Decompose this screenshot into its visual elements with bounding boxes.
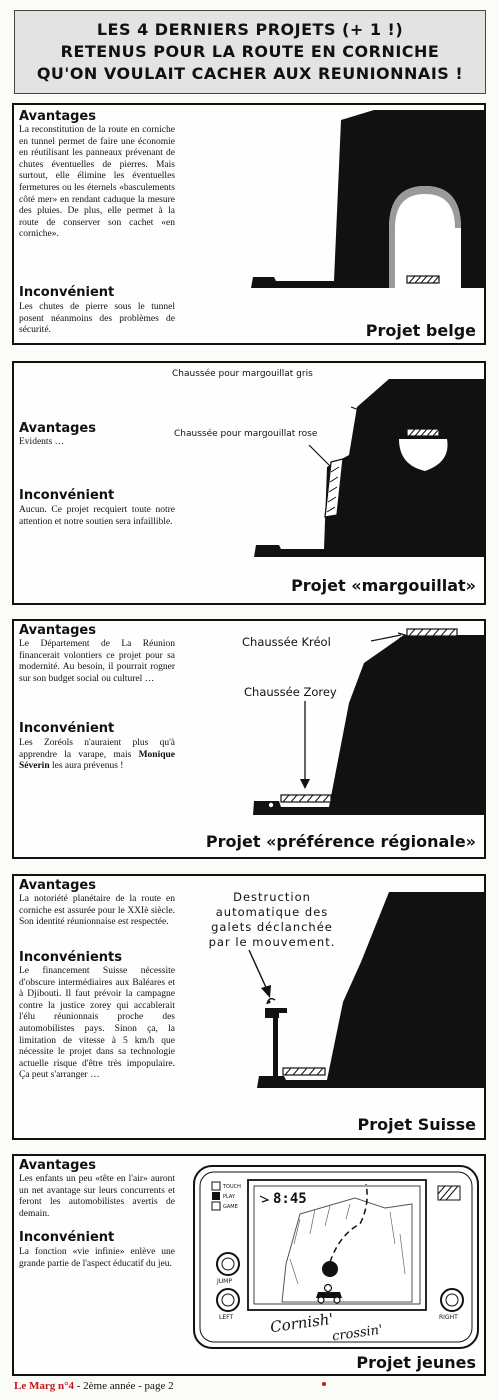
label-line-3: galets déclanchée xyxy=(211,920,333,934)
person-name: Monique Séverin xyxy=(19,749,176,772)
advantages-heading: Avantages xyxy=(19,623,96,638)
label-line-1: Destruction xyxy=(233,890,311,904)
project-title: Projet Suisse xyxy=(357,1115,476,1134)
drawback-text: Le financement Suisse nécessite d'obscure intermédiaires aux Baléares et à Djibouti. Il faut prévoir la campagne contre la justice zorey qui accablerait l'élu réunionnais proche des automobilistes pays. Sinon ça, la limitation de vitesse à 5 km/h que nécessite le projet dans sa technologie actuelle risque d'être très impopulaire. Ça peut s'arranger … xyxy=(19,966,175,1081)
panel-projet-margouillat xyxy=(12,361,486,605)
advantages-heading: Avantages xyxy=(19,1158,96,1173)
preference-illustration xyxy=(239,623,484,823)
footer-page-info: - 2ème année - page 2 xyxy=(74,1380,174,1392)
project-title: Projet jeunes xyxy=(356,1353,476,1372)
drawback-heading: Inconvénient xyxy=(19,488,115,503)
label-chaussee-kreol: Chaussée Kréol xyxy=(242,635,331,649)
left-button-label: LEFT xyxy=(219,1314,234,1321)
jump-button-label: JUMP xyxy=(217,1278,232,1285)
advantages-text: Evidents … xyxy=(19,437,65,447)
panel-projet-suisse xyxy=(12,874,486,1140)
game-mode-3: GAME xyxy=(223,1204,238,1210)
page-footer xyxy=(14,1380,174,1392)
drawback-text xyxy=(19,738,175,773)
right-button-label: RIGHT xyxy=(439,1314,458,1321)
label-margouillat-rose: Chaussée pour margouillat rose xyxy=(174,429,318,439)
drawback-text-b: les aura prévenus ! xyxy=(51,761,124,772)
page-header xyxy=(14,10,486,94)
panel-projet-preference-regionale xyxy=(12,619,486,859)
game-name-1: Cornish' xyxy=(269,1309,335,1337)
advantages-heading: Avantages xyxy=(19,421,96,436)
advantages-text: La notoriété planétaire de la route en corniche est assurée pour le XXIè siècle. Son identité réunionnaise est respectée. xyxy=(19,894,175,928)
advantages-text: La reconstitution de la route en corniche en tunnel permet de faire une économie en réutilisant les panneaux prévenant de chutes éventuelles de pierres. Mais surtout, elle élimine les éventuelles fermetures ou les éternels «basculements côté mer» en rendant caduque la mesure des pluies. De plus, elle permet à la route de conserver son cachet «en corniche». xyxy=(19,125,175,240)
drawback-text-a: Les Zoréols n'auraient plus qu'à apprendre la varape, mais xyxy=(19,738,175,760)
game-mode-2: PLAY xyxy=(223,1194,236,1200)
drawback-text: La fonction «vie infinie» enlève une grande partie de l'aspect éducatif du jeu. xyxy=(19,1247,175,1269)
drawback-heading: Inconvénient xyxy=(19,285,115,300)
game-name-2: crossin' xyxy=(331,1322,384,1345)
panel-projet-belge xyxy=(12,103,486,345)
footer-brand: Le Marg n°4 xyxy=(14,1380,75,1392)
label-line-4: par le mouvement. xyxy=(208,935,336,949)
handheld-game-illustration xyxy=(190,1164,482,1352)
drawback-heading: Inconvénients xyxy=(19,950,123,965)
header-line-2: RETENUS POUR LA ROUTE EN CORNICHE xyxy=(60,42,440,61)
drawback-text: Les chutes de pierre sous le tunnel posent néanmoins des problèmes de sécurité. xyxy=(19,302,175,336)
tunnel-illustration xyxy=(239,110,484,305)
label-destruction-automatique xyxy=(206,890,338,950)
header-line-1: LES 4 DERNIERS PROJETS (+ 1 !) xyxy=(96,20,404,39)
label-chaussee-zorey: Chaussée Zorey xyxy=(244,685,337,699)
project-title: Projet belge xyxy=(365,321,476,340)
project-title: Projet «margouillat» xyxy=(291,576,476,595)
advantages-text: Les enfants un peu «tête en l'air» auront un net avantage sur leurs concurrents et feront les automobilistes avertis de demain. xyxy=(19,1174,175,1219)
margouillat-illustration xyxy=(239,367,484,567)
game-mode-1: TOUCH xyxy=(223,1184,241,1190)
red-dot-mark xyxy=(322,1382,326,1386)
advantages-heading: Avantages xyxy=(19,109,96,124)
game-screen-time: 8:45 xyxy=(273,1191,307,1207)
label-line-2: automatique des xyxy=(215,905,329,919)
label-margouillat-gris: Chaussée pour margouillat gris xyxy=(172,369,313,379)
header-line-3: QU'ON VOULAIT CACHER AUX REUNIONNAIS ! xyxy=(36,64,464,83)
drawback-text: Aucun. Ce projet recquiert toute notre attention et notre soutien sera infaillible. xyxy=(19,505,175,527)
project-title: Projet «préférence régionale» xyxy=(205,832,476,851)
advantages-text: Le Département de La Réunion financerait volontiers ce projet pour sa modernité. Au besoin, il pourrait rogner sur son budget social ou culturel … xyxy=(19,639,175,684)
drawback-heading: Inconvénient xyxy=(19,721,115,736)
advantages-heading: Avantages xyxy=(19,878,96,893)
drawback-heading: Inconvénient xyxy=(19,1230,115,1245)
panel-projet-jeunes xyxy=(12,1154,486,1376)
